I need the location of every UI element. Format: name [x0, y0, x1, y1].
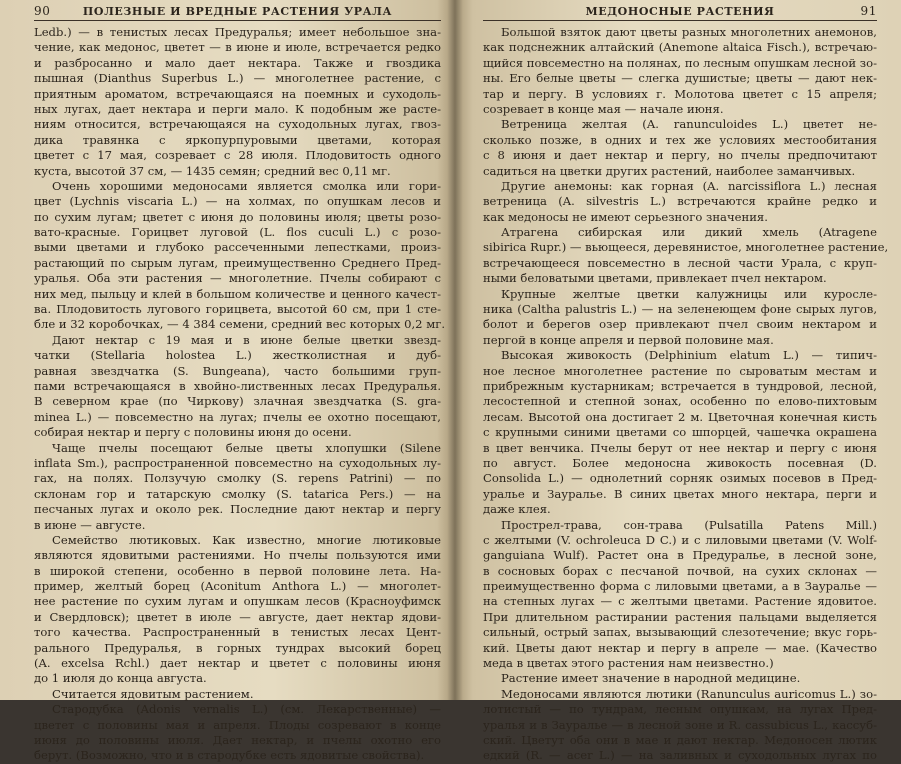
left-text-line: Стародубка (Adonis vernalis L.) (см. Лекарственные) — — [52, 702, 441, 717]
right-text-line: ны. Его белые цветы — слегка душистые; цветы — дают нек- — [483, 71, 877, 86]
left-text-line: minea L.) — повсеместно на лугах; пчелы ее охотно посещают, — [34, 409, 441, 424]
right-page-body — [483, 25, 889, 764]
left-text-line: ниям относится, встречающаяся на суходольных лугах, гвоз- — [34, 117, 441, 132]
left-text-line: уралья. Оба эти растения — многолетние. Пчелы собирают с — [34, 271, 441, 286]
right-text-line: щийся повсеместно на полянах, по лесным опушкам лесной зо- — [483, 55, 877, 70]
right-text-line: Ветреница желтая (A. ranunculoides L.) цветет не- — [501, 117, 877, 132]
right-text-line: Прострел-трава, сон-трава (Pulsatilla Patens Mill.) — [501, 517, 877, 532]
right-text-line: ными беловатыми цветами, привлекает пчел нектаром. — [483, 271, 827, 286]
right-text-line: едкий (R. — acer L.) — на заливных и суходольных лугах по — [483, 748, 877, 763]
left-text-line: рального Предуралья, в горных тундрах высокий борец — [34, 640, 441, 655]
left-text-line: нее растение по сухим лугам и опушкам лесов (Красноуфимск — [34, 594, 441, 609]
right-page-number: 91 — [860, 4, 877, 18]
right-text-line: в цвет венчика. Пчелы берут от нее нектар и пергу с июня — [483, 440, 877, 455]
left-text-line: песчаных лугах и около рек. Последние дают нектар и пергу — [34, 502, 441, 517]
left-text-line: цветет с половины мая и апреля. Плоды созревают в конце — [34, 717, 441, 732]
right-text-line: пергой в конце апреля и первой половине мая. — [483, 332, 774, 347]
left-text-line: склонам гор и татарскую смолку (S. tatarica Pers.) — на — [34, 486, 441, 501]
left-page-number: 90 — [34, 4, 51, 18]
right-text-line: Атрагена сибирская или дикий хмель (Atragene — [501, 225, 877, 240]
right-text-line: кий. Цветы дают нектар и пергу в апреле — мае. (Качество — [483, 640, 877, 655]
right-text-line: встречающееся повсеместно в лесной части Урала, с круп- — [483, 255, 877, 270]
left-text-line: по сухим лугам; цветет с июня до половины июля; цветы розо- — [34, 209, 441, 224]
left-text-line: Дают нектар с 19 мая и в июне белые цветки звезд- — [52, 332, 441, 347]
left-text-line: выми цветами и глубоко рассеченными лепестками, произ- — [34, 240, 441, 255]
right-page — [455, 0, 901, 763]
left-text-line: (A. excelsa Rchl.) дает нектар и цветет с половины июня — [34, 656, 441, 671]
left-text-line: Очень хорошими медоносами является смолка или гори- — [52, 178, 441, 193]
right-text-line: на степных лугах — с желтыми цветами. Растение ядовитое. — [483, 594, 877, 609]
right-text-line: лесам. Высотой она достигает 2 м. Цветочная конечная кисть — [483, 409, 877, 424]
left-text-line: июня до половины июля. Дает нектар, и пчелы охотно его — [34, 732, 441, 747]
left-text-line: того качества. Распространенный в тенистых лесах Цент- — [34, 625, 441, 640]
right-text-line: Другие анемоны: как горная (A. narcissiflora L.) лесная — [501, 178, 877, 193]
right-gutter-shadow — [455, 0, 463, 700]
right-text-line: с желтыми (V. ochroleuca D C.) и с лиловыми цветами (V. Wolf- — [483, 532, 877, 547]
right-text-line: Растение имеет значение в народной медицине. — [501, 671, 801, 686]
left-text-line: В северном крае (по Чиркову) злачная звездчатка (S. gra- — [34, 394, 441, 409]
right-text-line: с крупными синими цветами со шпорцей, чашечка окрашена — [483, 425, 877, 440]
left-text-line: собирая нектар и пергу с половины июня до осени. — [34, 425, 352, 440]
left-page-body — [34, 25, 446, 764]
right-text-line: ganguiana Wulf). Растет она в Предуралье, в лесной зоне, — [483, 548, 877, 563]
right-running-head — [483, 4, 877, 21]
left-text-line: дика травянка с яркопурпуровыми цветами, которая — [34, 132, 441, 147]
right-running-title: МЕДОНОСНЫЕ РАСТЕНИЯ — [585, 5, 775, 18]
right-text-line: уралье и Зауралье. В синих цветах много нектара, перги и — [483, 486, 877, 501]
left-running-title: ПОЛЕЗНЫЕ И ВРЕДНЫЕ РАСТЕНИЯ УРАЛА — [82, 5, 393, 18]
left-text-line: вато-красные. Горицвет луговой (L. flos cuculi L.) с розо- — [34, 225, 441, 240]
right-text-line: лотистый — по тундрам, лесным опушкам, на лугах Пред- — [483, 702, 877, 717]
left-text-line: пами встречающаяся в хвойно-лиственных лесах Предуралья. — [34, 378, 441, 393]
right-text-line: лесостепной и степной зонах, особенно по елово-пихтовым — [483, 394, 877, 409]
left-text-line: в широкой степени, особенно в первой половине лета. На- — [34, 563, 441, 578]
right-text-line: Высокая живокость (Delphinium elatum L.) — типич- — [501, 348, 877, 363]
left-text-line: и разбросанно и мало дает нектара. Также и гвоздика — [34, 55, 441, 70]
right-text-line: sibirica Rupr.) — вьющееся, деревянистое, многолетнее растение, — [483, 240, 889, 255]
left-text-line: Считается ядовитым растением. — [52, 686, 254, 701]
left-text-line: них мед, пыльцу и клей в большом количестве и ценного качест- — [34, 286, 441, 301]
right-text-line: прибрежным кустарникам; встречается в тундровой, лесной, — [483, 378, 877, 393]
right-text-line: садиться на цветки других растений, наиболее заманчивых. — [483, 163, 856, 178]
left-text-line: равная звездчатка (S. Bungeana), часто большими груп- — [34, 363, 441, 378]
left-running-head — [34, 4, 441, 21]
left-text-line: в июне — августе. — [34, 517, 146, 532]
right-text-line: болот и берегов озер привлекают пчел своим нектаром и — [483, 317, 877, 332]
left-text-line: до 1 июля до конца августа. — [34, 671, 207, 686]
right-text-line: преимущественно форма с лиловыми цветами, а в Зауралье — — [483, 579, 877, 594]
right-text-line: меда в цветах этого растения нам неизвестно.) — [483, 656, 774, 671]
left-text-line: берут. (Возможно, что и в стародубке есть ядовитые свойства). — [34, 748, 425, 763]
right-text-line: Медоносами являются лютики (Ranunculus auricomus L.) зо- — [501, 686, 877, 701]
left-text-line: приятным ароматом, встречающаяся на поемных и суходоль- — [34, 86, 441, 101]
right-text-line: Consolida L.) — однолетний сорняк озимых посевов в Пред- — [483, 471, 877, 486]
right-text-line: ский. Цветут оба они в мае и дают нектар. Медоносен лютик — [483, 732, 877, 747]
right-text-line: с 8 июня и дает нектар и пергу, но пчелы предпочитают — [483, 148, 877, 163]
right-text-line: сколько позже, в одних и тех же условиях местообитания — [483, 132, 877, 147]
left-text-line: ва. Плодовитость лугового горицвета, высотой 60 см, при 1 сте- — [34, 302, 441, 317]
left-text-line: чатки (Stellaria holostea L.) жестколистная и дуб- — [34, 348, 441, 363]
right-text-line: по август. Более медоносна живокость посевная (D. — [483, 455, 877, 470]
right-text-line: в сосновых борах с песчаной почвой, на сухих склонах — — [483, 563, 877, 578]
left-text-line: чение, как медонос, цветет — в июне и июле, встречается редко — [34, 40, 441, 55]
right-text-line: При длительном растирании растения пальцами выделяется — [483, 609, 877, 624]
left-text-line: являются ядовитыми растениями. Но пчелы пользуются ими — [34, 548, 441, 563]
left-gutter-shadow — [447, 0, 455, 700]
left-text-line: гах, на полях. Ползучую смолку (S. repens Patrini) — по — [34, 471, 441, 486]
right-text-line: уралья и в Зауралье — в лесной зоне и R. cassubicus L., кассуб- — [483, 717, 877, 732]
left-text-line: цвет (Lychnis viscaria L.) — на холмах, по опушкам лесов и — [34, 194, 441, 209]
left-text-line: Семейство лютиковых. Как известно, многие лютиковые — [52, 532, 441, 547]
right-text-line: Крупные желтые цветки калужницы или куросле- — [501, 286, 877, 301]
left-text-line: Чаще пчелы посещают белые цветы хлопушки (Silene — [52, 440, 441, 455]
left-text-line: куста, высотой 37 см, — 1435 семян; средний вес 0,11 мг. — [34, 163, 391, 178]
right-text-line: ника (Caltha palustris L.) — на зеленеющем фоне сырых лугов, — [483, 302, 877, 317]
left-text-line: пример, желтый борец (Aconitum Anthora L.) — многолет- — [34, 579, 441, 594]
right-text-line: созревает в конце мая — начале июня. — [483, 101, 724, 116]
left-text-line: Ledb.) — в тенистых лесах Предуралья; имеет небольшое зна- — [34, 25, 441, 39]
left-text-line: пышная (Dianthus Superbus L.) — многолетнее растение, с — [34, 71, 441, 86]
right-text-line: как медоносы не имеют серьезного значения. — [483, 209, 768, 224]
left-text-line: цветет с 17 мая, созревает с 28 июля. Плодовитость одного — [34, 148, 441, 163]
right-text-line: тар и пергу. В условиях г. Молотова цветет с 15 апреля; — [483, 86, 877, 101]
right-text-line: как подснежник алтайский (Anemone altaica Fisch.), встречаю- — [483, 40, 877, 55]
left-text-line: растающий по сырым лугам, преимущественно Среднего Пред- — [34, 255, 441, 270]
right-text-line: ное лесное многолетнее растение по сыроватым местам и — [483, 363, 877, 378]
right-text-line: Большой взяток дают цветы разных многолетних анемонов, — [501, 25, 877, 39]
left-text-line: бле и 32 коробочках, — 4 384 семени, средний вес которых 0,2 мг. — [34, 317, 446, 332]
right-text-line: даже клея. — [483, 502, 551, 517]
left-text-line: inflata Sm.), распространенной повсеместно на суходольных лу- — [34, 455, 441, 470]
right-text-line: сильный, острый запах, вызывающий слезотечение; вкус горь- — [483, 625, 877, 640]
right-text-line: ветреница (A. silvestris L.) встречаются крайне редко и — [483, 194, 877, 209]
left-text-line: и Свердловск); цветет в июле — августе, дает нектар ядови- — [34, 609, 441, 624]
left-text-line: ных лугах, дает нектара и перги мало. К подобным же расте- — [34, 101, 441, 116]
